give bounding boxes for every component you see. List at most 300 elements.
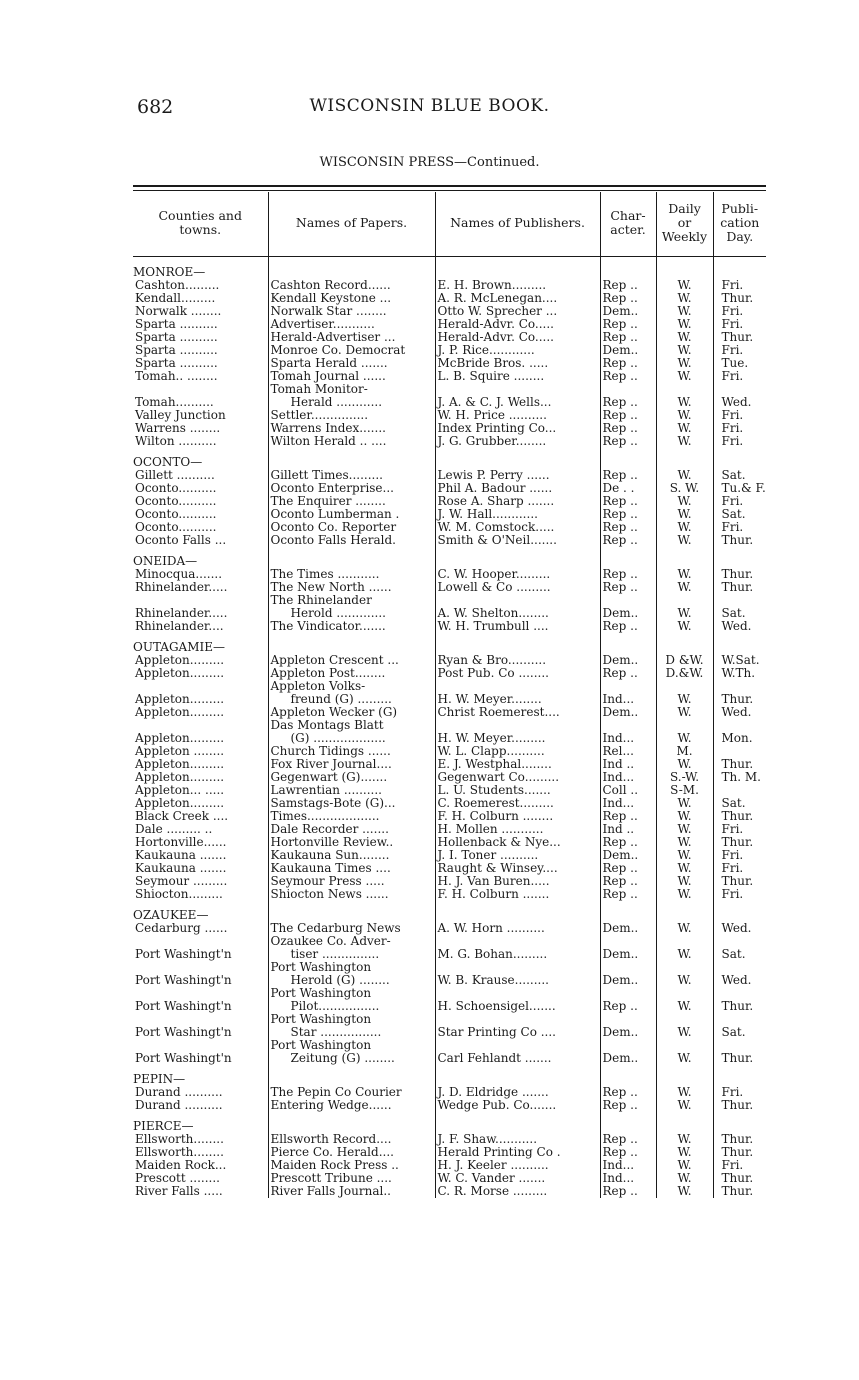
character-value: Rep .. [600,862,656,875]
spacer-cell [268,1112,435,1120]
press-table [133,192,766,1198]
spacer-cell [713,1112,766,1120]
empty-cell [268,456,435,469]
publisher-name: F. H. Colburn ....... [435,888,600,901]
table-row [133,422,766,435]
paper-name: (G) ................... [268,732,435,745]
table-row [133,620,766,633]
publisher-name: J. G. Grubber........ [435,435,600,448]
town-name: Ellsworth........ [133,1146,268,1159]
spacer-cell [435,1065,600,1073]
publication-day: Thur. [721,1146,754,1159]
spacer-cell [133,901,268,909]
publication-day: Tu.& F. [721,482,766,495]
publisher-name: A. W. Shelton........ [435,607,600,620]
empty-cell [268,266,435,279]
col-publication-header [713,192,766,258]
empty-cell [656,1120,713,1133]
table-row [133,974,766,987]
character-value: Dem.. [600,1026,656,1039]
paper-name: Settler............... [268,409,435,422]
empty-cell [713,1073,766,1086]
empty-cell [600,641,656,654]
table-row [133,1185,766,1198]
frequency-value: W. [656,1172,713,1185]
frequency-value: W. [656,581,713,594]
table-row-continued [133,594,766,607]
table-row [133,732,766,745]
table-row [133,706,766,719]
character-value: Rep .. [600,331,656,344]
empty-cell [268,1120,435,1133]
frequency-value: W. [656,607,713,620]
spacer-cell [600,901,656,909]
paper-name: Dale Recorder ....... [268,823,435,836]
frequency-value: W. [656,797,713,810]
empty-cell [268,641,435,654]
spacer-cell [133,258,268,266]
empty-cell [656,456,713,469]
frequency-value: W. [656,469,713,482]
town-name: Ellsworth........ [133,1133,268,1146]
spacer-cell [656,1112,713,1120]
table-row [133,888,766,901]
character-value: Dem.. [600,344,656,357]
publisher-name: Otto W. Sprecher ... [435,305,600,318]
publication-day: Fri. [721,344,744,357]
character-value: Rel... [600,745,656,758]
frequency-value: W. [656,810,713,823]
town-name: Sparta .......... [133,331,268,344]
character-value: Ind... [600,797,656,810]
paper-name: The New North ...... [268,581,435,594]
empty-cell [656,987,713,1000]
town-name: Tomah.......... [133,396,268,409]
character-value: Rep .. [600,495,656,508]
frequency-value: D &W. [656,654,713,667]
paper-name: Hortonville Review.. [268,836,435,849]
publisher-name: Star Printing Co .... [435,1026,600,1039]
publisher-name: H. Schoensigel....... [435,1000,600,1013]
publisher-name: Phil A. Badour ...... [435,482,600,495]
publication-day: W.Th. [721,667,756,680]
publication-day: Sat. [721,508,746,521]
paper-name: Appleton Crescent ... [268,654,435,667]
frequency-value: W. [656,508,713,521]
character-value: Rep .. [600,508,656,521]
table-row [133,810,766,823]
publisher-name: Gegenwart Co......... [435,771,600,784]
table-row-continued [133,383,766,396]
publisher-name: Ryan & Bro.......... [435,654,600,667]
county-name: PEPIN— [133,1073,268,1086]
table-row [133,279,766,292]
publication-day: Th. M. [721,771,761,784]
empty-cell [435,641,600,654]
table-row [133,771,766,784]
town-name: Norwalk ........ [133,305,268,318]
publisher-name: Wedge Pub. Co....... [435,1099,600,1112]
town-name: Tomah.. ........ [133,370,268,383]
town-name: Wilton .......... [133,435,268,448]
publication-day: Sat. [721,469,746,482]
col-character-header [600,192,656,258]
paper-name-line-1: Port Washington [268,987,435,1000]
spacer-cell [713,1065,766,1073]
publisher-name: J. F. Shaw........... [435,1133,600,1146]
empty-cell [133,1013,268,1026]
publisher-name: H. J. Van Buren..... [435,875,600,888]
publication-day: Fri. [721,862,744,875]
town-name: Appleton......... [133,797,268,810]
empty-cell [133,1039,268,1052]
spacer-cell [133,1065,268,1073]
town-name: Cashton......... [133,279,268,292]
character-value: De . . [600,482,656,495]
table-row-continued [133,680,766,693]
town-name: Cedarburg ...... [133,922,268,935]
table-row [133,745,766,758]
paper-name: Appleton Post........ [268,667,435,680]
empty-cell [713,641,766,654]
paper-name: Gegenwart (G)....... [268,771,435,784]
town-name: Rhinelander..... [133,607,268,620]
character-value: Rep .. [600,521,656,534]
character-value: Rep .. [600,318,656,331]
town-name: Shiocton......... [133,888,268,901]
empty-cell [435,680,600,693]
publication-day: Fri. [721,422,744,435]
character-value: Rep .. [600,279,656,292]
publisher-name: L. U. Students....... [435,784,600,797]
character-value: Dem.. [600,706,656,719]
table-row [133,607,766,620]
empty-cell [268,909,435,922]
town-name: Seymour ......... [133,875,268,888]
empty-cell [713,1039,766,1052]
frequency-value: W. [656,706,713,719]
empty-cell [713,555,766,568]
empty-cell [600,909,656,922]
frequency-value: S. W. [656,482,713,495]
frequency-value: W. [656,758,713,771]
empty-cell [713,383,766,396]
publisher-name: W. B. Krause......... [435,974,600,987]
publisher-name: W. H. Price .......... [435,409,600,422]
table-row [133,1099,766,1112]
town-name: Oconto.......... [133,482,268,495]
group-spacer [133,633,766,641]
frequency-value: W. [656,292,713,305]
empty-cell [656,719,713,732]
publisher-name: J. I. Toner .......... [435,849,600,862]
empty-cell [133,383,268,396]
character-value: Dem.. [600,849,656,862]
town-name: Appleton... ..... [133,784,268,797]
table-row [133,331,766,344]
publication-day: Thur. [721,1052,754,1065]
character-value: Rep .. [600,875,656,888]
town-name: Sparta .......... [133,344,268,357]
spacer-cell [133,1112,268,1120]
paper-name: The Pepin Co Courier [268,1086,435,1099]
paper-name: River Falls Journal.. [268,1185,435,1198]
empty-cell [713,266,766,279]
table-row [133,469,766,482]
character-value: Dem.. [600,948,656,961]
table-row [133,370,766,383]
publisher-name: M. G. Bohan......... [435,948,600,961]
frequency-value: W. [656,568,713,581]
spacer-cell [656,901,713,909]
publication-day: Fri. [721,495,744,508]
empty-cell [713,987,766,1000]
character-value: Rep .. [600,1133,656,1146]
col-papers-header: Names of Papers. [268,192,435,258]
character-value: Rep .. [600,667,656,680]
paper-name: The Cedarburg News [268,922,435,935]
spacer-cell [600,547,656,555]
publisher-name: A. R. McLenegan.... [435,292,600,305]
table-row [133,292,766,305]
frequency-value: M. [656,745,713,758]
table-row-continued [133,719,766,732]
empty-cell [600,1039,656,1052]
publisher-name: Post Pub. Co ........ [435,667,600,680]
spacer-cell [713,258,766,266]
character-value: Rep .. [600,620,656,633]
empty-cell [600,935,656,948]
publisher-name: Carl Fehlandt ....... [435,1052,600,1065]
town-name: Hortonville...... [133,836,268,849]
table-row [133,849,766,862]
empty-cell [133,935,268,948]
town-name: Rhinelander.... [133,620,268,633]
character-value: Rep .. [600,810,656,823]
press-table-body [133,258,766,1198]
character-value: Rep .. [600,534,656,547]
empty-cell [435,456,600,469]
publication-day [713,745,766,758]
top-rule [133,185,766,187]
town-name: Appleton......... [133,758,268,771]
frequency-value: W. [656,1000,713,1013]
frequency-value: W. [656,318,713,331]
publication-day: Thur. [721,581,754,594]
publication-day: Thur. [721,875,754,888]
empty-cell [435,987,600,1000]
empty-cell [435,935,600,948]
paper-name: tiser ............... [268,948,435,961]
publisher-name: Herald-Advr. Co..... [435,331,600,344]
frequency-value: W. [656,862,713,875]
spacer-cell [600,258,656,266]
empty-cell [656,1013,713,1026]
table-top-spacer [133,258,766,266]
publisher-name: H. Mollen ........... [435,823,600,836]
group-spacer [133,547,766,555]
character-value: Ind... [600,732,656,745]
publisher-name: Christ Roemerest.... [435,706,600,719]
character-value: Rep .. [600,1099,656,1112]
town-name: Prescott ........ [133,1172,268,1185]
table-row [133,482,766,495]
frequency-value: W. [656,732,713,745]
empty-cell [713,1120,766,1133]
spacer-cell [268,547,435,555]
paper-name-line-1: Ozaukee Co. Adver- [268,935,435,948]
county-heading-row [133,456,766,469]
frequency-value: W. [656,331,713,344]
empty-cell [656,961,713,974]
frequency-value: W. [656,1133,713,1146]
empty-cell [600,1073,656,1086]
publication-day: Fri. [721,318,744,331]
county-heading-row [133,909,766,922]
town-name: Kendall......... [133,292,268,305]
spacer-cell [713,901,766,909]
frequency-value: W. [656,495,713,508]
frequency-value: W. [656,836,713,849]
town-name: Appleton......... [133,706,268,719]
spacer-cell [133,633,268,641]
col-counties-line-1: Counties and [158,208,242,223]
town-name: Black Creek .... [133,810,268,823]
empty-cell [656,909,713,922]
paper-name: Oconto Falls Herald. [268,534,435,547]
publication-day: Thur. [721,810,754,823]
character-value: Ind... [600,693,656,706]
paper-name: Church Tidings ...... [268,745,435,758]
county-name: OCONTO— [133,456,268,469]
frequency-value: W. [656,1159,713,1172]
frequency-value: W. [656,357,713,370]
paper-name: Times................... [268,810,435,823]
paper-name: Gillett Times......... [268,469,435,482]
spacer-cell [268,901,435,909]
empty-cell [656,555,713,568]
empty-cell [713,909,766,922]
empty-cell [600,594,656,607]
character-value: Rep .. [600,836,656,849]
frequency-value: W. [656,888,713,901]
col-daily-header [656,192,713,258]
empty-cell [435,594,600,607]
table-row [133,875,766,888]
publication-day: Thur. [721,534,754,547]
town-name: Oconto.......... [133,521,268,534]
paper-name: Lawrentian .......... [268,784,435,797]
paper-name: The Times ........... [268,568,435,581]
frequency-value: S.-W. [656,771,713,784]
paper-name: Oconto Lumberman . [268,508,435,521]
character-value: Rep .. [600,1000,656,1013]
town-name: Durand .......... [133,1099,268,1112]
paper-name: Entering Wedge...... [268,1099,435,1112]
group-spacer [133,1112,766,1120]
publisher-name: C. R. Morse ......... [435,1185,600,1198]
publication-day: Sat. [721,797,746,810]
character-value: Rep .. [600,1146,656,1159]
paper-name-line-1: Tomah Monitor- [268,383,435,396]
frequency-value: W. [656,974,713,987]
table-row [133,521,766,534]
town-name: Dale ......... .. [133,823,268,836]
character-value: Rep .. [600,1086,656,1099]
town-name: Durand .......... [133,1086,268,1099]
empty-cell [656,594,713,607]
spacer-cell [600,633,656,641]
publisher-name: H. W. Meyer......... [435,732,600,745]
paper-name-line-1: Das Montags Blatt [268,719,435,732]
empty-cell [435,961,600,974]
paper-name: Norwalk Star ........ [268,305,435,318]
publication-day: Wed. [721,620,752,633]
spacer-cell [133,547,268,555]
paper-name: Kaukauna Times .... [268,862,435,875]
page-number: 682 [137,96,174,118]
table-row [133,1000,766,1013]
table-row [133,922,766,935]
character-value: Dem.. [600,654,656,667]
frequency-value: W. [656,1146,713,1159]
spacer-cell [600,1112,656,1120]
empty-cell [268,1073,435,1086]
table-row [133,357,766,370]
paper-name: The Enquirer ........ [268,495,435,508]
county-heading-row [133,1120,766,1133]
paper-name: Oconto Co. Reporter [268,521,435,534]
table-row [133,823,766,836]
paper-name: Kaukauna Sun........ [268,849,435,862]
publisher-name: H. J. Keeler .......... [435,1159,600,1172]
character-value: Dem.. [600,922,656,935]
county-heading-row [133,266,766,279]
empty-cell [656,1039,713,1052]
frequency-value: W. [656,435,713,448]
character-value: Rep .. [600,568,656,581]
publication-day: Thur. [721,1000,754,1013]
publisher-name: E. H. Brown......... [435,279,600,292]
spacer-cell [435,1112,600,1120]
town-name: Appleton......... [133,771,268,784]
spacer-cell [435,633,600,641]
frequency-value: W. [656,396,713,409]
paper-name: Fox River Journal.... [268,758,435,771]
spacer-cell [656,1065,713,1073]
paper-name-line-1: Port Washington [268,961,435,974]
publication-day: Fri. [721,435,744,448]
col-publication-line-2: cation [720,215,760,230]
paper-name: Tomah Journal ...... [268,370,435,383]
empty-cell [600,266,656,279]
empty-cell [656,383,713,396]
spacer-cell [268,633,435,641]
table-row [133,1172,766,1185]
table-row-continued [133,987,766,1000]
frequency-value: W. [656,922,713,935]
publication-day: Mon. [721,732,753,745]
frequency-value: W. [656,1099,713,1112]
frequency-value: W. [656,521,713,534]
publication-day: Thur. [721,331,754,344]
empty-cell [435,266,600,279]
empty-cell [656,266,713,279]
spacer-cell [268,1065,435,1073]
empty-cell [435,383,600,396]
publication-day: Thur. [721,292,754,305]
character-value: Rep .. [600,422,656,435]
